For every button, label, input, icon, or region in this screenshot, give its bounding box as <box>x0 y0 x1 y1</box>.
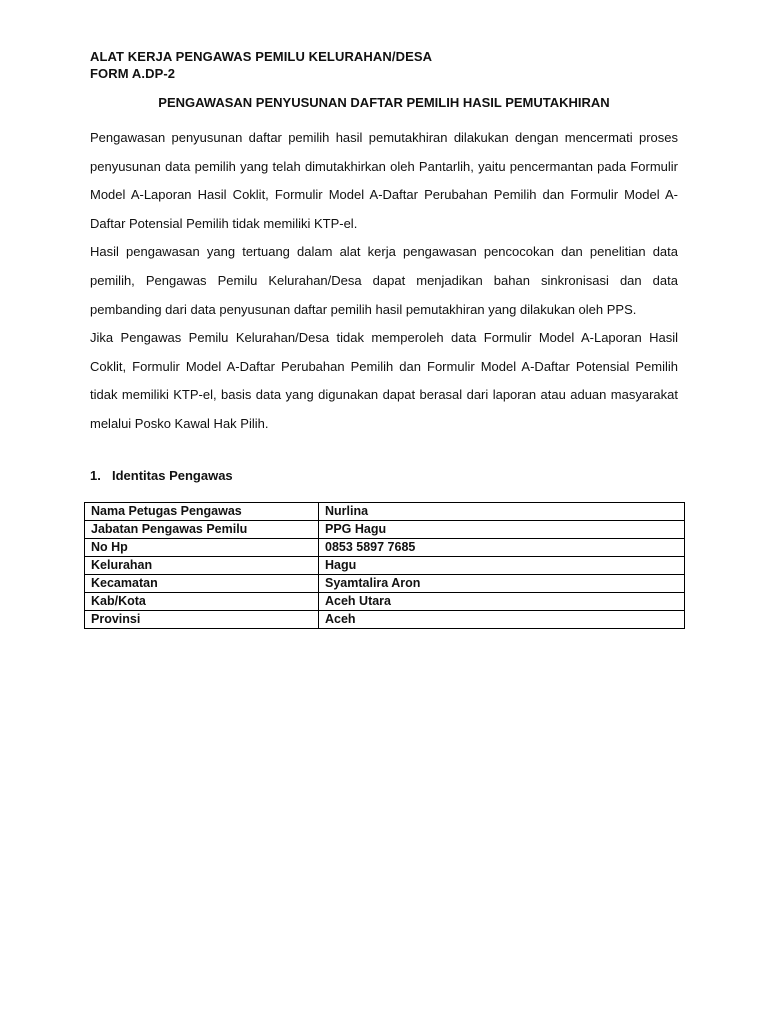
row-value: 0853 5897 7685 <box>319 539 685 557</box>
row-label: No Hp <box>85 539 319 557</box>
table-row <box>85 593 685 611</box>
form-code: FORM A.DP-2 <box>90 66 176 81</box>
row-value: Nurlina <box>319 503 685 521</box>
row-value: Aceh Utara <box>319 593 685 611</box>
table-row <box>85 557 685 575</box>
table-row <box>85 611 685 629</box>
section-heading <box>90 468 233 483</box>
table-row <box>85 503 685 521</box>
table-row <box>85 575 685 593</box>
identity-table <box>84 502 685 629</box>
row-label: Kecamatan <box>85 575 319 593</box>
row-label: Jabatan Pengawas Pemilu <box>85 521 319 539</box>
row-value: Hagu <box>319 557 685 575</box>
paragraph: Pengawasan penyusunan daftar pemilih hasil pemutakhiran dilakukan dengan mencermati proses penyusunan data pemilih yang telah dimutakhirkan oleh Pantarlih, yaitu pencermantan pada Formulir Model A-Laporan Hasil Coklit, Formulir Model A-Daftar Perubahan Pemilih dan Formulir Model A-Daftar Potensial Pemilih tidak memiliki KTP-el. <box>90 130 678 231</box>
section-number: 1. <box>90 468 101 483</box>
document-title: PENGAWASAN PENYUSUNAN DAFTAR PEMILIH HASIL PEMUTAKHIRAN <box>158 95 610 110</box>
row-value: Syamtalira Aron <box>319 575 685 593</box>
row-label: Kab/Kota <box>85 593 319 611</box>
table-row <box>85 521 685 539</box>
form-header-title: ALAT KERJA PENGAWAS PEMILU KELURAHAN/DESA <box>90 49 433 64</box>
row-label: Nama Petugas Pengawas <box>85 503 319 521</box>
row-label: Provinsi <box>85 611 319 629</box>
row-label: Kelurahan <box>85 557 319 575</box>
paragraph: Hasil pengawasan yang tertuang dalam alat kerja pengawasan pencocokan dan penelitian data pemilih, Pengawas Pemilu Kelurahan/Desa dapat menjadikan bahan sinkronisasi dan data pembanding dari data penyusunan daftar pemilih hasil pemutakhiran yang dilakukan oleh PPS. <box>90 244 678 317</box>
table-row <box>85 539 685 557</box>
paragraph: Jika Pengawas Pemilu Kelurahan/Desa tidak memperoleh data Formulir Model A-Laporan Hasil Coklit, Formulir Model A-Daftar Perubahan Pemilih dan Formulir Model A-Daftar Potensial Pemilih tidak memiliki KTP-el, basis data yang digunakan dapat berasal dari laporan atau aduan masyarakat melalui Posko Kawal Hak Pilih. <box>90 330 678 431</box>
row-value: Aceh <box>319 611 685 629</box>
section-title: Identitas Pengawas <box>112 468 233 483</box>
row-value: PPG Hagu <box>319 521 685 539</box>
intro-text <box>90 124 678 439</box>
